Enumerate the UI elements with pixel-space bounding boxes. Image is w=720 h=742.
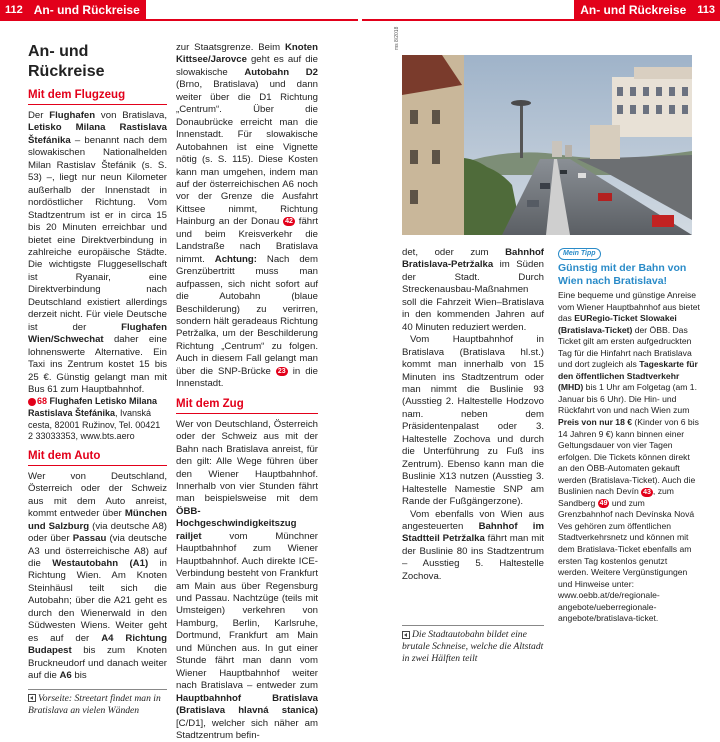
paragraph-auto-continued: zur Staatsgrenze. Beim Knoten Kittsee/Jarovce geht es auf die slowakische Autobahn D2 (Brno, Bratislava) und dann weiter über die D1 Richtung „Centrum“. Über die Donaubrücke erreicht man die Innenstadt. Für slowakische Autobahnen ist eine Vignette nötig (s. S. 115). Diese Kosten kann man umgehen, indem man auf der österreichischen A6 noch vor der Grenze die Ausfahrt Kittsee nimmt, Richtung Hainburg an der Donau 42 fährt und beim Kreisverkehr die Landstraße nach Bratislava nimmt. Achtung: Nach dem Grenzübertritt muss man aufpassen, sich nicht sofort auf die Autobahn (blaue Beschilderung) zu verirren, sondern hält geradeaus Richtung Petržalka, um der Beschilderung Richtung „Centrum“ zu folgen. Auch in diesem Fall gelangt man über die SNP-Brücke 23 in die Innenstadt. (176, 42, 318, 390)
map-marker-badge: 49 (599, 500, 608, 508)
paragraph-zug: Wer von Deutschland, Österreich oder der Schweiz aus mit der Bahn nach Bratislava anreist, für den gilt: Alle Wege führen über den Wiener Hauptbahnhof. Innerhalb von vier Stunden fährt man beispielsweise mit dem ÖBB-Hochgeschwindigkeitszug railjet vom Münchner Hauptbahnhof zum Wiener Hauptbahnhof. Auch direkte ICE-Verbindung besteht von Frankfurt am Main aus über Regensburg und Passau. Nachtzüge (teils mit Umsteigen) verkehren von Hamburg, Berlin, Karlsruhe, Dortmund, Frankfurt am Main und München aus. In gut einer Stunde fährt man dann vom Wiener Hauptbahnhof weiter nach Bratislava – entweder zum Hauptbahnhof Bratislava (Bratislava hlavná stanica) [C/D1], welcher sich näher am Stadtzentrum befin- (176, 418, 318, 742)
paragraph-auto: Wer von Deutschland, Österreich oder der Schweiz aus mit dem Auto anreist, kommt entweder über München und Salzburg (via deutsche A8) oder über Passau (via deutsche A3 und österreichische A8) auf die Westautobahn (A1) in Richtung Wien. Am Knoten Steinhäusl teilt sich die Autobahn; über die A21 geht es durch den Wienerwald in den Südwesten Wiens. Weiter geht es auf der A4 Richtung Budapest bis zum Knoten Bruckneudorf und danach weiter auf die A6 bis (28, 470, 168, 682)
running-title-right: An- und Rückreise (574, 0, 692, 20)
caption-photo: Die Stadtautobahn bildet eine brutale Schneise, welche die Altstadt in zwei Hälften teilt (402, 625, 544, 665)
caption-previous-page: Vorseite: Streetart findet man in Bratislava an vielen Wänden (28, 689, 167, 717)
map-marker-badge: 23 (277, 367, 286, 375)
address-entry: 68 Flughafen Letisko Milana Rastislava Štefánika, Ivanská cesta, 82001 Ružinov, Tel. 00421 2 33033353, www.bts.aero (28, 396, 161, 442)
column-1 (28, 42, 167, 717)
header-left (0, 0, 358, 20)
map-marker-badge: 42 (285, 218, 293, 226)
paragraph-flughafen: Der Flughafen von Bratislava, Letisko Milana Rastislava Štefánika – benannt nach dem slowakischen Nationalhelden Milan Rastislav Štefánik (s. S. 53) –, liegt nur neun Kilometer außerhalb der Innenstadt in nordöstlicher Richtung. Vom Stadtzentrum ist er in circa 15 bis 20 Minuten erreichbar und bietet eine Direktverbindung in zahlreiche europäische Städte. Die wichtigste Fluggesellschaft ist Ryanair, eine Direktverbindung nach Deutschland existiert allerdings derzeit nicht. Für viele Deutsche ist der Flughafen Wien/Schwechat daher eine lohnenswerte Alternative. Ein Taxi ins Zentrum kostet 15 bis 25 €. Günstig gelangt man mit Bus 61 zum Hauptbahnhof. (28, 110, 168, 395)
city-highway-photo (402, 55, 692, 235)
header-right (362, 0, 720, 20)
page-number-left: 112 (0, 0, 28, 20)
section-heading-auto: Mit dem Auto (28, 449, 167, 466)
paragraph-petrzalka: Vom ebenfalls von Wien aus angesteuerten Bahnhof im Stadtteil Petržalka fährt man mit der Buslinie 80 ins Stadtzentrum – Ausstieg 5. Haltestelle Zochova. (402, 508, 544, 582)
arrow-left-icon (28, 694, 36, 702)
tip-box (558, 247, 700, 625)
section-heading-zug: Mit dem Zug (176, 397, 318, 414)
tip-title: Günstig mit der Bahn von Wien nach Bratislava! (558, 262, 687, 287)
paragraph-hauptbahnhof: Vom Hauptbahnhof in Bratislava (Bratislava hl.st.) kommt man innerhalb von 15 Minuten ins Stadtzentrum oder man nimmt die Buslinie 93 (Ausstieg 2. Haltestelle Hodzovo nam. neben dem Präsidentenpalast oder 3. Haltestelle Zochova und durch die Unterführung zu Fuß ins Zentrum). Ebenso kann man die Buslinie X13 nutzen (Ausstieg 3. Haltestelle Namestie SNP am Rande der Fußgängerzone). (402, 334, 544, 508)
column-3 (402, 247, 544, 665)
paragraph-bahnhof: det, oder zum Bahnhof Bratislava-Petržalka im Süden der Stadt. Durch Streckenausbau-Maßnahmen soll die Fahrzeit Wien–Bratislava in den kommenden Jahren auf 40 Minuten reduziert werden. (402, 247, 544, 333)
page-title: An- und Rückreise (28, 43, 105, 80)
arrow-up-icon (402, 631, 410, 639)
map-marker-badge: 43 (643, 488, 651, 496)
tip-badge: Mein Tipp (558, 248, 601, 260)
page-number-right: 113 (692, 0, 720, 20)
tip-body: Eine bequeme und günstige Anreise vom Wiener Hauptbahnhof aus bietet das EURegio-Ticket Slowakei (Bratislava-Ticket) der ÖBB. Das Ticket gilt am ersten aufgedruckten Tag für die Hinfahrt nach Bratislava und dort zugleich als Tageskarte für den öffentlichen Stadtverkehr (MHD) bis 1 Uhr am Folgetag (am 1. Januar bis 6 Uhr). Die Hin- und Rückfahrt von und nach Wien zum Preis von nur 18 € (Kinder von 6 bis 14 Jahren 9 €) kann binnen einer Geltungsdauer von vier Tagen erfolgen. Die Tickets können direkt an den ÖBB-Automaten gekauft werden (Bratislava-Ticket). Auch die Buslinien nach Devín 43 , zum Sandberg 49 und zum Grenzbahnhof nach Devínska Nová Ves gehören zum öffentlichen Stadtverkehrsnetz und können mit dem Bratislava-Ticket ebenfalls am ersten Tag kostenlos genutzt werden. Weitere Vergünstigungen und Hinweise unter: www.oebb.at/de/regionale-angebote/ueberregionale-angebote/bratislava-ticket. (558, 290, 700, 624)
photo-illustration (402, 55, 692, 235)
section-heading-flugzeug: Mit dem Flugzeug (28, 88, 167, 105)
column-2 (176, 42, 318, 742)
running-title-left: An- und Rückreise (28, 0, 146, 20)
map-pin-icon (28, 398, 36, 406)
photo-credit: ms 8/2018 (394, 26, 400, 50)
